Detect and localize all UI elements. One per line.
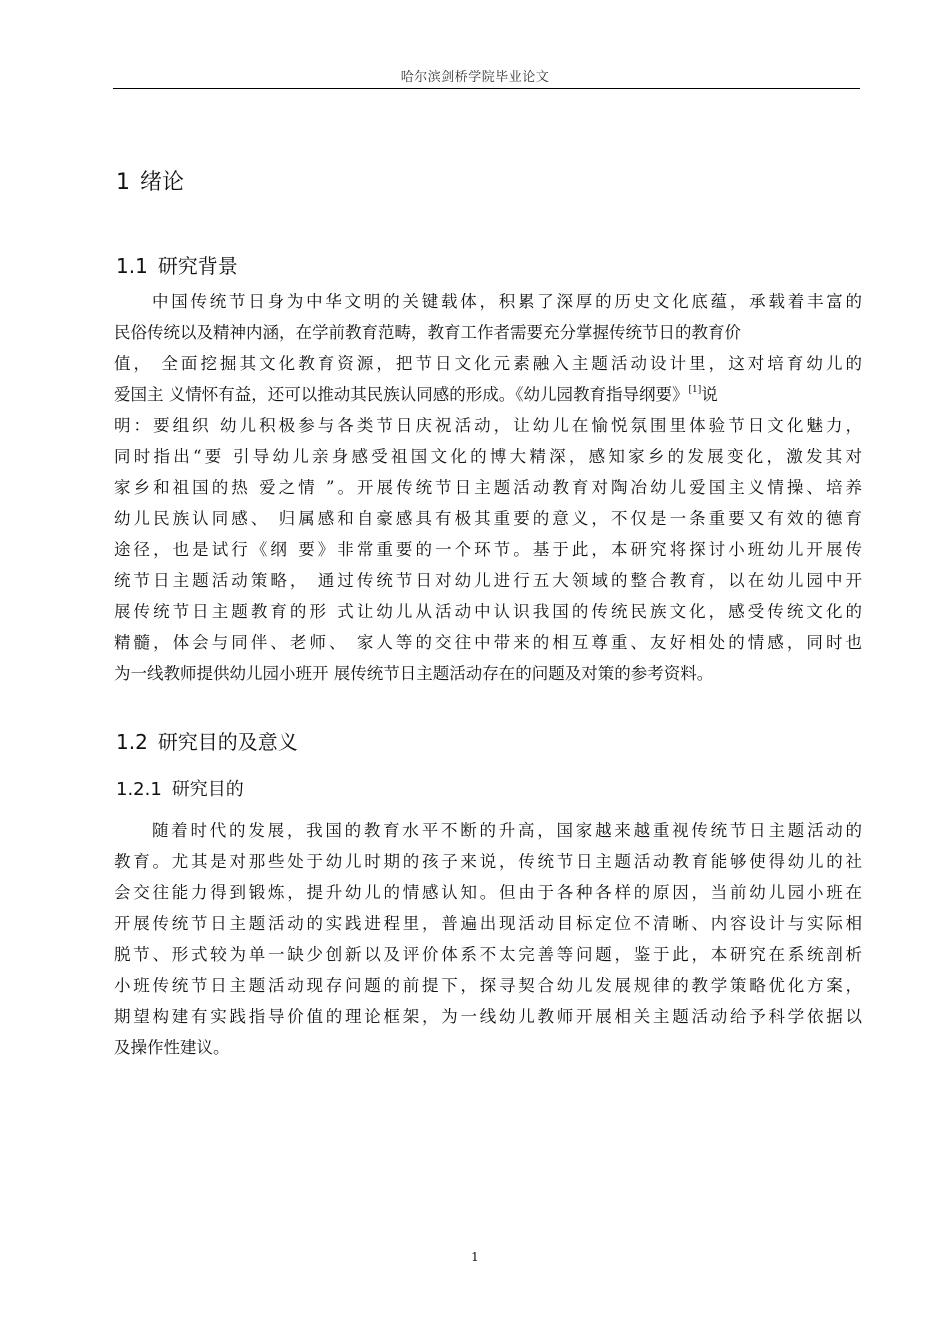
citation-marker: [1] xyxy=(688,385,702,395)
paragraph-line: 值， 全面挖掘其文化教育资源，把节日文化元素融入主题活动设计里，这对培育幼儿的 xyxy=(114,354,862,373)
section-1-1-title: 研究背景 xyxy=(157,254,238,278)
section-1-1-paragraph xyxy=(114,286,862,689)
paragraph-line: 随着时代的发展，我国的教育水平不断的升高，国家越来越重视传统节日主题活动的 xyxy=(152,821,862,840)
chapter-number: 1 xyxy=(116,170,130,195)
page-header-title: 哈尔滨剑桥学院毕业论文 xyxy=(400,70,550,85)
paragraph-line: 民俗传统以及精神内涵，在学前教育范畴，教育工作者需要充分掌握传统节日的教育价 xyxy=(114,323,741,342)
section-1-2-1-number: 1.2.1 xyxy=(116,779,162,800)
paragraph-line: 幼儿民族认同感、 归属感和自豪感具有极其重要的意义，不仅是一条重要又有效的德育 xyxy=(114,509,862,528)
paragraph-line: 途径，也是试行《纲 要》非常重要的一个环节。基于此，本研究将探讨小班幼儿开展传 xyxy=(114,540,862,559)
paragraph-line-text: 爱国主 义情怀有益，还可以推动其民族认同感的形成。《幼儿园教育指导纲要》 xyxy=(114,385,689,404)
page-number: 1 xyxy=(471,1250,479,1264)
paragraph-line: 家乡和祖国的热 爱之情 ”。开展传统节日主题活动教育对陶冶幼儿爱国主义情操、培养 xyxy=(114,478,862,497)
header-divider xyxy=(113,88,860,89)
paragraph-line: 中国传统节日身为中华文明的关键载体，积累了深厚的历史文化底蕴，承载着丰富的 xyxy=(152,292,862,311)
paragraph-line: 精髓，体会与同伴、老师、 家人等的交往中带来的相互尊重、友好相处的情感，同时也 xyxy=(114,633,862,652)
paragraph-line: 会交往能力得到锻炼，提升幼儿的情感认知。但由于各种各样的原因，当前幼儿园小班在 xyxy=(114,883,862,902)
chapter-title: 绪论 xyxy=(140,170,185,195)
section-1-1-heading xyxy=(116,250,238,279)
paragraph-line: 为一线教师提供幼儿园小班开 展传统节日主题活动存在的问题及对策的参考资料。 xyxy=(114,664,714,683)
section-1-2-1-paragraph xyxy=(114,815,862,1063)
paragraph-line: 及操作性建议。 xyxy=(114,1038,230,1057)
section-1-2-1-heading xyxy=(116,775,244,801)
paragraph-line-tail: 说 xyxy=(701,385,718,404)
section-1-2-title: 研究目的及意义 xyxy=(157,730,298,754)
paragraph-line: 脱节、形式较为单一缺少创新以及评价体系不太完善等问题，鉴于此，本研究在系统剖析 xyxy=(114,945,862,964)
section-1-2-number: 1.2 xyxy=(116,730,148,754)
paragraph-line: 同时指出“要 引导幼儿亲身感受祖国文化的博大精深，感知家乡的发展变化，激发其对 xyxy=(114,447,862,466)
paragraph-line: 期望构建有实践指导价值的理论框架，为一线幼儿教师开展相关主题活动给予科学依据以 xyxy=(114,1007,862,1026)
paragraph-line: 统节日主题活动策略， 通过传统节日对幼儿进行五大领域的整合教育，以在幼儿园中开 xyxy=(114,571,862,590)
paragraph-line: 教育。尤其是对那些处于幼儿时期的孩子来说，传统节日主题活动教育能够使得幼儿的社 xyxy=(114,852,862,871)
section-1-2-heading xyxy=(116,726,298,755)
chapter-heading xyxy=(116,165,184,196)
paragraph-line: 小班传统节日主题活动现存问题的前提下，探寻契合幼儿发展规律的教学策略优化方案， xyxy=(114,976,862,995)
section-1-1-number: 1.1 xyxy=(116,254,148,278)
section-1-2-1-title: 研究目的 xyxy=(171,779,244,800)
paragraph-line-with-citation xyxy=(114,379,862,410)
paragraph-line: 展传统节日主题教育的形 式让幼儿从活动中认识我国的传统民族文化，感受传统文化的 xyxy=(114,602,862,621)
paragraph-line: 明：要组织 幼儿积极参与各类节日庆祝活动，让幼儿在愉悦氛围里体验节日文化魅力， xyxy=(114,416,862,435)
paragraph-line: 开展传统节日主题活动的实践进程里，普遍出现活动目标定位不清晰、内容设计与实际相 xyxy=(114,914,862,933)
